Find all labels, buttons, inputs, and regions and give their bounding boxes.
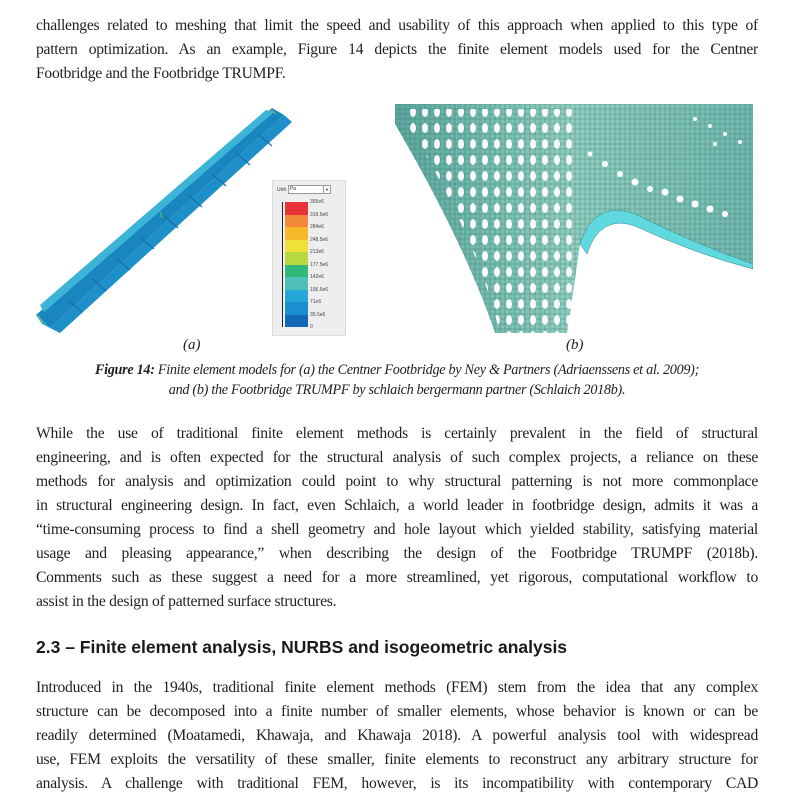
legend-swatch — [285, 227, 308, 240]
text-line: challenges related to meshing that limit the speed and usability of this approach when applied to this type of — [36, 17, 758, 34]
stress-legend — [272, 180, 346, 336]
legend-swatch — [285, 302, 308, 315]
unit-row — [277, 185, 331, 194]
unit-label: Unit — [277, 186, 286, 193]
unit-dropdown — [288, 185, 331, 194]
legend-ticks — [310, 199, 328, 330]
paragraph-intro — [36, 14, 758, 86]
text-line: in structural engineering design. In fact, even Schlaich, a world leader in footbridge design, admits it was a — [36, 497, 758, 514]
text-line: use, FEM exploits the versatility of these smaller, finite elements to reconstruct any arbitrary structure for — [36, 751, 758, 768]
legend-axis — [282, 202, 283, 327]
legend-tick-label: 0 — [310, 324, 313, 330]
legend-swatch — [285, 252, 308, 265]
unit-value: Pa — [289, 186, 297, 192]
text-line: engineering, and is often expected for the structural analysis of such complex projects, a reliance on these — [36, 449, 758, 466]
text-line: While the use of traditional finite element methods is certainly prevalent in the field of structural — [36, 425, 758, 442]
legend-tick-label: 106.5e6 — [310, 286, 329, 293]
figure-b-label: (b) — [566, 337, 584, 353]
text-line: readily determined (Moatamedi, Khawaja, and Khawaja 2018). A powerful analysis tool with widespread — [36, 727, 758, 744]
legend-tick-label: 355e6 — [310, 199, 324, 205]
chevron-down-icon: ▼ — [323, 186, 330, 193]
legend-swatch — [285, 240, 308, 253]
legend-swatch — [285, 290, 308, 303]
figure-caption — [36, 360, 758, 400]
caption-line-1 — [36, 360, 758, 380]
legend-tick-label: 177.5e6 — [310, 261, 329, 268]
legend-tick-label: 35.5e6 — [310, 311, 326, 318]
legend-tick-label: 284e6 — [310, 224, 324, 230]
figure-b-image — [395, 104, 753, 333]
legend-swatch — [285, 215, 308, 228]
legend-swatch — [285, 315, 308, 328]
paragraph-fem — [36, 676, 758, 796]
text-line: Footbridge and the Footbridge TRUMPF. — [36, 65, 286, 82]
text-line: “time-consuming process to find a shell geometry and hole layout which yielded stability, satisfying material — [36, 521, 758, 538]
legend-tick-label: 248.5e6 — [310, 236, 329, 243]
legend-swatch — [285, 277, 308, 290]
caption-text-1: Finite element models for (a) the Centner Footbridge by Ney & Partners (Adriaenssens et al. 2009); — [157, 362, 700, 378]
figure-a-label: (a) — [183, 337, 201, 353]
legend-swatch — [285, 265, 308, 278]
caption-label: Figure 14: — [94, 362, 155, 378]
text-line: pattern optimization. As an example, Figure 14 depicts the finite element models used for the Centner — [36, 41, 758, 58]
text-line: methods for analysis and optimization could point to why structural patterning is not more commonplace — [36, 473, 758, 490]
text-line: Comments such as these suggest a need for a more streamlined, yet rigorous, computational workflow to — [36, 569, 758, 586]
text-line: assist in the design of patterned surface structures. — [36, 593, 337, 610]
hole-pattern — [410, 109, 575, 333]
legend-tick-label: 213e6 — [310, 249, 324, 255]
section-heading: 2.3 – Finite element analysis, NURBS and isogeometric analysis — [36, 637, 568, 657]
paragraph-body — [36, 422, 758, 614]
text-line: analysis. A challenge with traditional FEM, however, is its incompatibility with contemporary CAD — [36, 775, 758, 792]
caption-text-2: and (b) the Footbridge TRUMPF by schlaich bergermann partner (Schlaich 2018b). — [168, 382, 626, 398]
text-line: Introduced in the 1940s, traditional finite element methods (FEM) stem from the idea that any complex — [36, 679, 758, 696]
beam-model — [36, 108, 292, 333]
legend-tick-label: 142e6 — [310, 274, 324, 280]
text-line: usage and pleasing appearance,” when describing the design of the Footbridge TRUMPF (2018b). — [36, 545, 758, 562]
legend-tick-label: 319.5e6 — [310, 211, 329, 218]
legend-tick-label: 71e6 — [310, 299, 322, 305]
text-line: structure can be decomposed into a finite number of smaller elements, whose behavior is known or can be — [36, 703, 758, 720]
color-bar — [285, 202, 308, 327]
legend-swatch — [285, 202, 308, 215]
